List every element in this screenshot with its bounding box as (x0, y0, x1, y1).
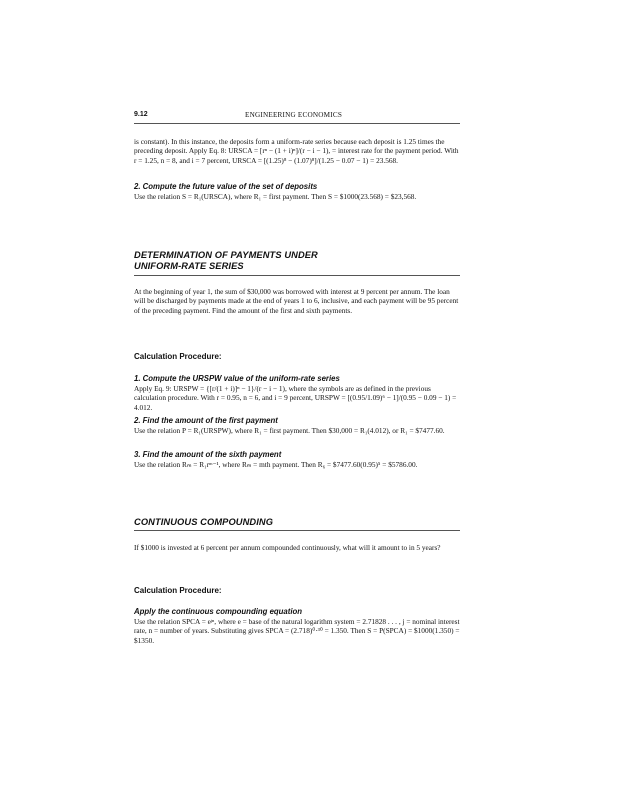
urspw-step3-text: Use the relation Rₘ = R₁rᵐ⁻¹, where Rₘ = mth payment. Then R₆ = $7477.60(0.95)⁵ = $5786.00. (134, 460, 418, 469)
section-title-uniform-rate-line1: DETERMINATION OF PAYMENTS UNDER (134, 250, 318, 260)
intro-paragraph: is constant). In this instance, the deposits form a uniform-rate series because each deposit is 1.25 times the preceding deposit. Apply Eq. 8: URSCA = [rⁿ − (1 + i)ⁿ]/(r − i − 1), = interest rate for the payment period. With r = 1.25, n = 8, and i = 7 percent, URSCA = [(1.25)⁸ − (1.07)⁸]/(1.25 − 0.07 − 1) = 23.568. (134, 137, 459, 165)
urspw-step3-heading: 3. Find the amount of the sixth payment (134, 450, 282, 459)
continuous-step-text: Use the relation SPCA = eʲⁿ, where e = base of the natural logarithm system = 2.71828 . . . , j = nominal interest rate, n = number of years. Substituting gives SPCA = (2.718)⁰·³⁰ = 1.350. Then S = P(SPCA) = $1000(1.350) = $1350. (134, 617, 460, 645)
section-rule-1 (134, 275, 460, 276)
urspw-step1-heading: 1. Compute the URSPW value of the uniform-rate series (134, 374, 340, 383)
section-title-continuous: CONTINUOUS COMPOUNDING (134, 517, 274, 527)
step2-heading: 2. Compute the future value of the set of deposits (134, 182, 318, 191)
continuous-step-heading: Apply the continuous compounding equation (134, 607, 303, 616)
step2-text: Use the relation S = R₁(URSCA), where R₁ = first payment. Then S = $1000(23.568) = $23,568. (134, 192, 417, 201)
continuous-problem: If $1000 is invested at 6 percent per annum compounded continuously, what will it amount to in 5 years? (134, 543, 441, 552)
uniform-rate-problem: At the beginning of year 1, the sum of $30,000 was borrowed with interest at 9 percent per annum. The loan will be discharged by payments made at the end of years 1 to 6, inclusive, and each payment will be 95 percent of the preceding payment. Find the amount of the first and sixth payments. (134, 287, 459, 315)
urspw-step2-heading: 2. Find the amount of the first payment (134, 416, 278, 425)
page-number: 9.12 (134, 111, 148, 118)
urspw-step2-text: Use the relation P = R₁(URSPW), where R₁ = first payment. Then $30,000 = R₁(4.012), or R₁ = $7477.60. (134, 426, 445, 435)
calc-procedure-heading-2: Calculation Procedure: (134, 586, 222, 595)
running-title: ENGINEERING ECONOMICS (245, 111, 343, 119)
header-rule (134, 123, 460, 124)
urspw-step1-text: Apply Eq. 9: URSPW = {[r/(1 + i)]ⁿ − 1}/(r − i − 1), where the symbols are as defined in the previous calculation procedure. With r = 0.95, n = 6, and i = 9 percent, URSPW = [(0.95/1.09)⁶ − 1]/(0.95 − 0.09 − 1) = 4.012. (134, 384, 457, 412)
calc-procedure-heading-1: Calculation Procedure: (134, 352, 222, 361)
running-header (134, 111, 460, 123)
section-rule-2 (134, 530, 460, 531)
section-title-uniform-rate-line2: UNIFORM-RATE SERIES (134, 261, 244, 271)
